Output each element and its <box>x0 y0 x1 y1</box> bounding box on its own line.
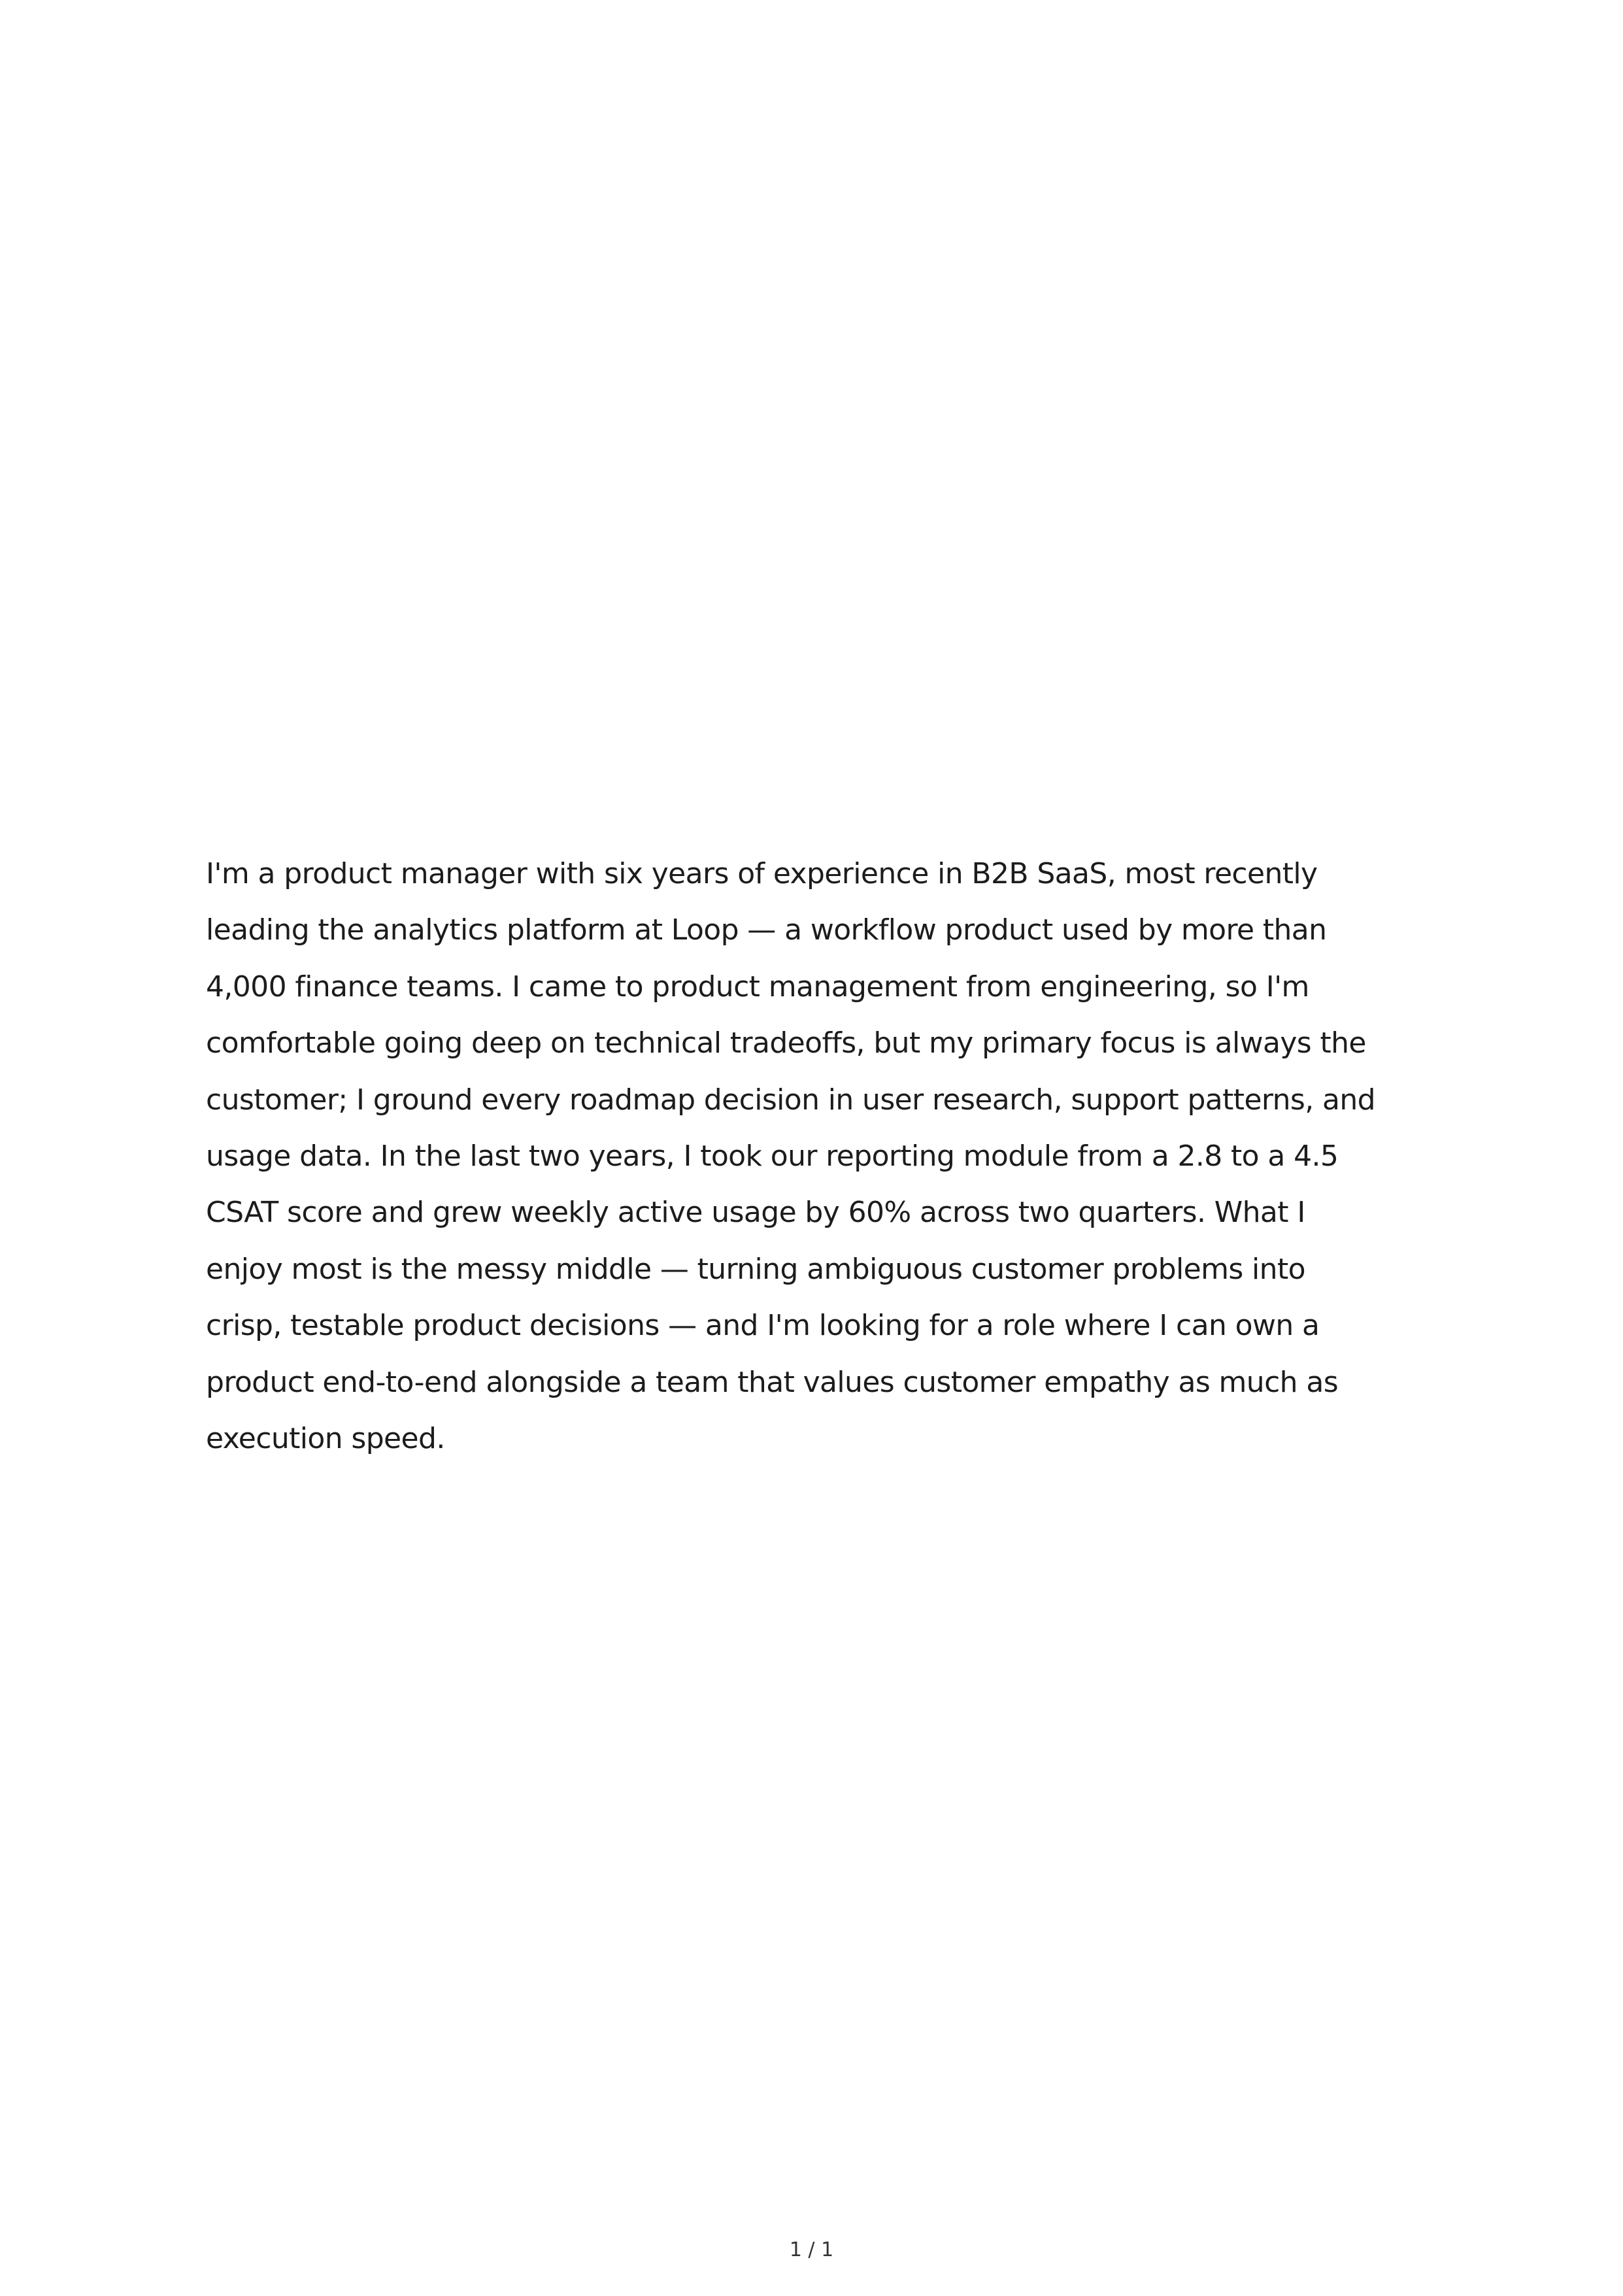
paragraph-line: customer; I ground every roadmap decision in user research, support patterns, and <box>206 1083 1376 1117</box>
paragraph-line: product end-to-end alongside a team that values customer empathy as much as <box>206 1365 1339 1399</box>
paragraph-line: enjoy most is the messy middle — turning ambiguous customer problems into <box>206 1252 1305 1286</box>
page-number: 1 / 1 <box>789 2238 834 2261</box>
paragraph-line: crisp, testable product decisions — and I'm looking for a role where I can own a <box>206 1309 1320 1343</box>
summary-paragraph <box>206 846 1435 1467</box>
paragraph-line: execution speed. <box>206 1422 445 1456</box>
paragraph-line: leading the analytics platform at Loop — a workflow product used by more than <box>206 913 1327 947</box>
paragraph-line: 4,000 finance teams. I came to product management from engineering, so I'm <box>206 970 1309 1004</box>
paragraph-line: I'm a product manager with six years of experience in B2B SaaS, most recently <box>206 857 1318 890</box>
paragraph-line: CSAT score and grew weekly active usage by 60% across two quarters. What I <box>206 1196 1305 1230</box>
paragraph-line: comfortable going deep on technical tradeoffs, but my primary focus is always the <box>206 1026 1366 1060</box>
paragraph-line: usage data. In the last two years, I took our reporting module from a 2.8 to a 4.5 <box>206 1140 1339 1173</box>
